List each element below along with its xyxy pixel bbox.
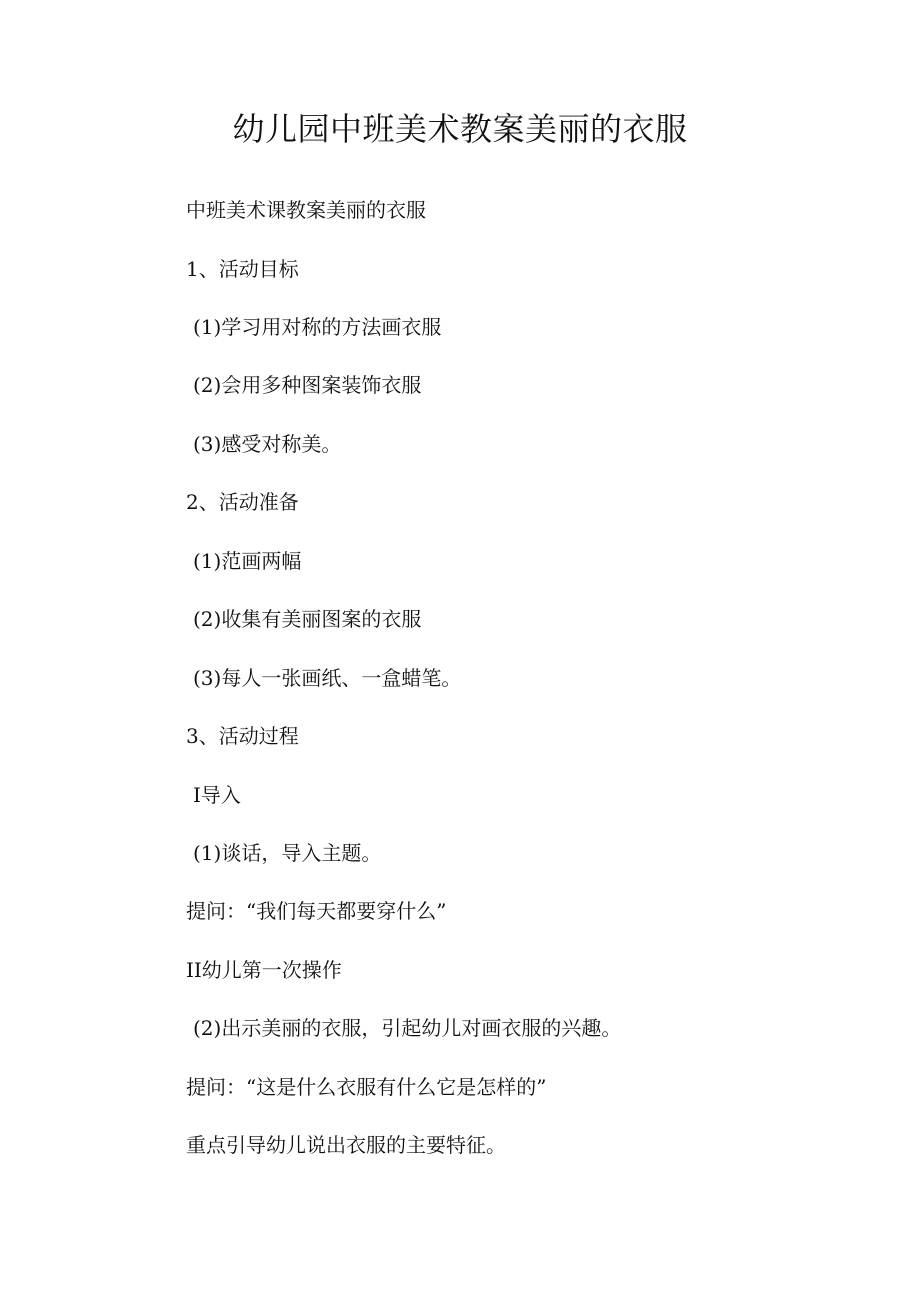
question-line-2: 提问：“这是什么衣服有什么它是怎样的”	[186, 1075, 547, 1099]
preparation-item-3: (3)每人一张画纸、一盒蜡笔。	[193, 666, 462, 690]
guidance-line: 重点引导幼儿说出衣服的主要特征。	[186, 1133, 506, 1157]
objective-item-3: (3)感受对称美。	[193, 432, 342, 456]
section-heading-process: 3、活动过程	[186, 724, 299, 748]
section-heading-preparation: 2、活动准备	[186, 490, 299, 514]
process-item-2: (2)出示美丽的衣服，引起幼儿对画衣服的兴趣。	[193, 1016, 622, 1040]
section-heading-objectives: 1、活动目标	[186, 257, 299, 281]
process-step-first-practice: II幼儿第一次操作	[186, 958, 342, 982]
process-step-introduction: I导入	[193, 783, 241, 807]
preparation-item-1: (1)范画两幅	[193, 549, 302, 573]
document-title: 幼儿园中班美术教案美丽的衣服	[232, 110, 688, 148]
process-item-1: (1)谈话，导入主题。	[193, 841, 382, 865]
objective-item-2: (2)会用多种图案装饰衣服	[193, 373, 422, 397]
objective-item-1: (1)学习用对称的方法画衣服	[193, 315, 442, 339]
question-line-1: 提问：“我们每天都要穿什么”	[186, 899, 447, 923]
subtitle-line: 中班美术课教案美丽的衣服	[186, 198, 426, 222]
preparation-item-2: (2)收集有美丽图案的衣服	[193, 607, 422, 631]
